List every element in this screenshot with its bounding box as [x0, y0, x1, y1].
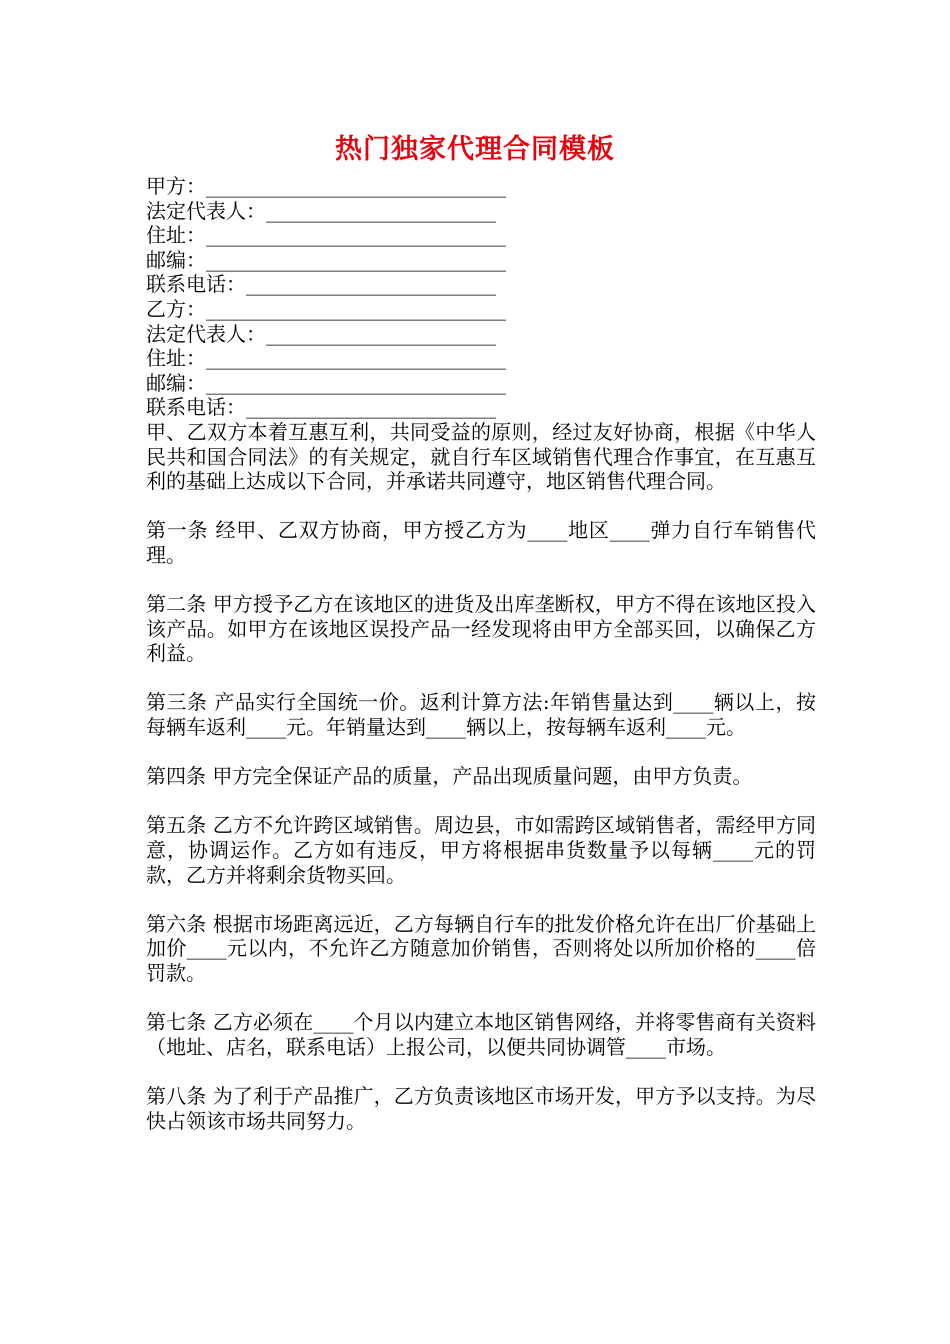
document-title: 热门独家代理合同模板 [335, 134, 615, 165]
party-b-legal-rep-field: 法定代表人：_______________________ [146, 321, 496, 346]
party-a-postcode-field: 邮编：______________________________ [146, 247, 506, 272]
article-6: 第六条 根据市场距离远近，乙方每辆自行车的批发价格允许在出厂价基础上加价____元以内，不允许乙方随意加价销售，否则将处以所加价格的____倍罚款。 [146, 911, 816, 985]
article-3: 第三条 产品实行全国统一价。返利计算方法:年销售量达到____辆以上，按每辆车返利____元。年销量达到____辆以上，按每辆车返利____元。 [146, 690, 816, 740]
party-b-address-field: 住址：______________________________ [146, 346, 506, 371]
party-b-phone-field: 联系电话：_________________________ [146, 395, 496, 420]
preamble-paragraph: 甲、乙双方本着互惠互利，共同受益的原则，经过友好协商，根据《中华人民共和国合同法》的有关规定，就自行车区域销售代理合作事宜，在互惠互利的基础上达成以下合同，并承诺共同遵守，地区销售代理合同。 [146, 419, 816, 494]
article-4: 第四条 甲方完全保证产品的质量，产品出现质量问题，由甲方负责。 [146, 764, 753, 789]
party-fields [146, 174, 816, 420]
party-a-address-field: 住址：______________________________ [146, 223, 506, 248]
article-2: 第二条 甲方授予乙方在该地区的进货及出库垄断权，甲方不得在该地区投入该产品。如甲方在该地区误投产品一经发现将由甲方全部买回，以确保乙方利益。 [146, 592, 816, 666]
article-1: 第一条 经甲、乙双方协商，甲方授乙方为____地区____弹力自行车销售代理。 [146, 518, 816, 567]
article-8: 第八条 为了利于产品推广，乙方负责该地区市场开发，甲方予以支持。为尽快占领该市场共同努力。 [146, 1083, 816, 1133]
party-a-phone-field: 联系电话：_________________________ [146, 272, 496, 297]
article-7: 第七条 乙方必须在____个月以内建立本地区销售网络，并将零售商有关资料（地址、店名，联系电话）上报公司，以便共同协调管____市场。 [146, 1010, 816, 1059]
party-a-field: 甲方：______________________________ [146, 174, 506, 198]
party-b-postcode-field: 邮编：______________________________ [146, 370, 506, 395]
article-5: 第五条 乙方不允许跨区域销售。周边县，市如需跨区域销售者，需经甲方同意，协调运作。乙方如有违反，甲方将根据串货数量予以每辆____元的罚款，乙方并将剩余货物买回。 [146, 813, 816, 887]
party-a-legal-rep-field: 法定代表人：_______________________ [146, 198, 496, 223]
party-b-field: 乙方：______________________________ [146, 296, 506, 321]
document-body [146, 174, 816, 1158]
